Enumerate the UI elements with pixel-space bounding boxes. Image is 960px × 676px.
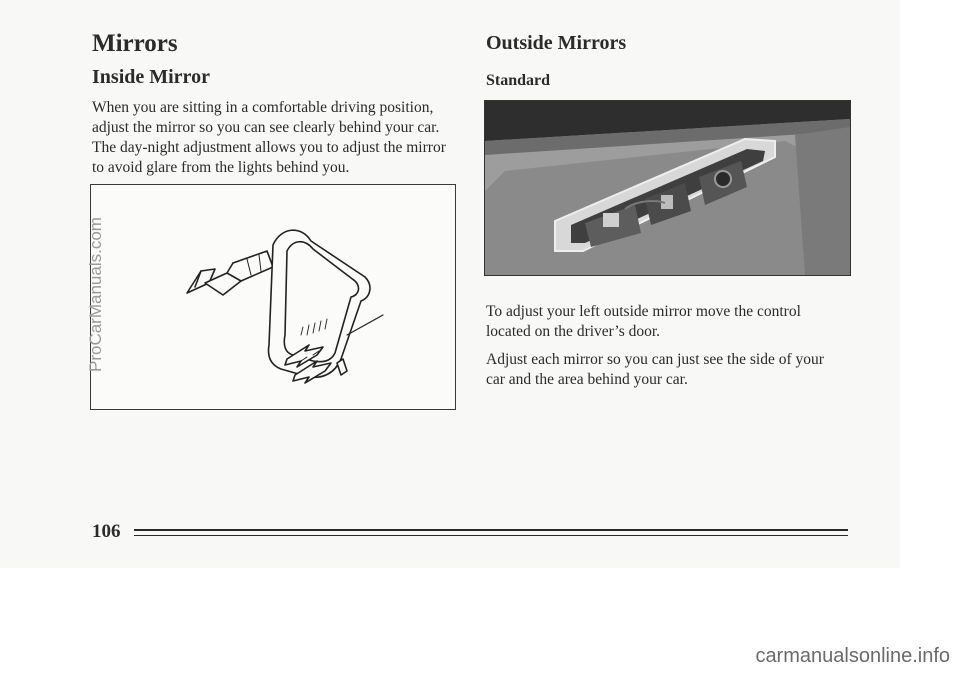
outside-mirror-paragraph-2: Adjust each mirror so you can just see the side of your car and the area behind your car.: [486, 351, 824, 388]
footer-rule-thin: [134, 535, 848, 536]
subsection-title-standard: Standard: [486, 72, 551, 89]
page-number: 106: [92, 521, 121, 542]
bottom-watermark: carmanualsonline.info: [755, 645, 950, 667]
inside-mirror-illustration: [90, 184, 456, 410]
outside-mirror-paragraph-1: To adjust your left outside mirror move the control located on the driver’s door.: [486, 303, 801, 340]
door-panel-image: [485, 101, 850, 275]
inside-mirror-paragraph: When you are sitting in a comfortable driving position, adjust the mirror so you can see clearly behind your car. The day-night adjustment allows you to adjust the mirror to avoid glare from the lights behind you.: [92, 99, 446, 176]
section-title-outside-mirrors: Outside Mirrors: [486, 32, 627, 54]
section-title-mirrors: Mirrors: [92, 30, 178, 57]
side-watermark: ProCarManuals.com: [86, 217, 105, 372]
subsection-title-inside-mirror: Inside Mirror: [92, 66, 210, 88]
footer-rule-thick: [134, 529, 848, 531]
door-mirror-control-photo: [484, 100, 851, 276]
inside-mirror-drawing: [91, 185, 454, 408]
